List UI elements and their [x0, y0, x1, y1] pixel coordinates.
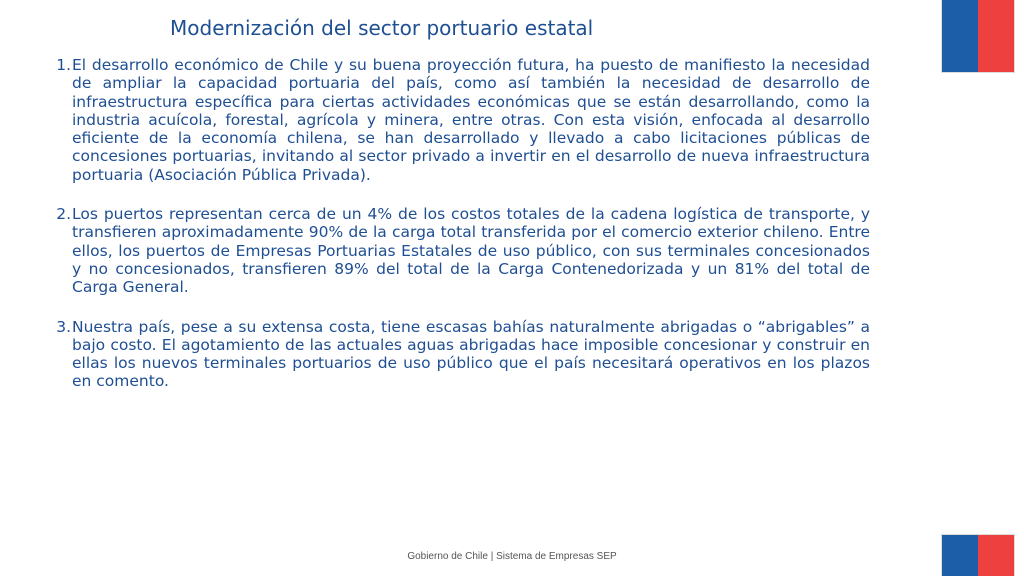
- list-item: [38, 205, 870, 296]
- content-list: [38, 56, 870, 412]
- flag-blue-stripe: [942, 0, 978, 72]
- slide-title: Modernización del sector portuario estatal: [170, 16, 594, 40]
- list-item-text: Nuestra país, pese a su extensa costa, tiene escasas bahías naturalmente abrigadas o “abrigables” a bajo costo. El agotamiento de las actuales aguas abrigadas hace imposible concesionar y construir en ellas los nuevos terminales portuarios de uso público que el país necesitará operativos en los plazos en comento.: [72, 317, 870, 391]
- slide-footer: Gobierno de Chile | Sistema de Empresas SEP: [407, 551, 617, 562]
- flag-blue-stripe: [942, 535, 978, 576]
- flag-red-stripe: [978, 535, 1014, 576]
- list-item-number: 3.: [56, 317, 71, 336]
- list-item-text: Los puertos representan cerca de un 4% de los costos totales de la cadena logística de transporte, y transfieren aproximadamente 90% de la carga total transferida por el comercio exterior chileno. Entre ellos, los puertos de Empresas Portuarias Estatales de uso público, con sus terminales concesionados y no concesionados, transfieren 89% del total de la Carga Contenedorizada y un 81% del total de Carga General.: [72, 205, 870, 297]
- chile-flag-stripe-icon: [942, 0, 1014, 72]
- list-item-number: 2.: [56, 205, 71, 224]
- flag-red-stripe: [978, 0, 1014, 72]
- list-item: [38, 56, 870, 184]
- chile-flag-stripe-icon: [942, 535, 1014, 576]
- list-item-text: El desarrollo económico de Chile y su buena proyección futura, ha puesto de manifiesto la necesidad de ampliar la capacidad portuaria del país, como así también la necesidad de desarrollo de infraestructura específica para ciertas actividades económicas que se están desarrollando, como la industria acuícola, forestal, agrícola y minera, entre otras. Con esta visión, enfocada al desarrollo eficiente de la economía chilena, se han desarrollado y llevado a cabo licitaciones públicas de concesiones portuarias, invitando al sector privado a invertir en el desarrollo de nueva infraestructura portuaria (Asociación Pública Privada).: [72, 56, 870, 184]
- list-item: [38, 318, 870, 391]
- list-item-number: 1.: [56, 56, 71, 74]
